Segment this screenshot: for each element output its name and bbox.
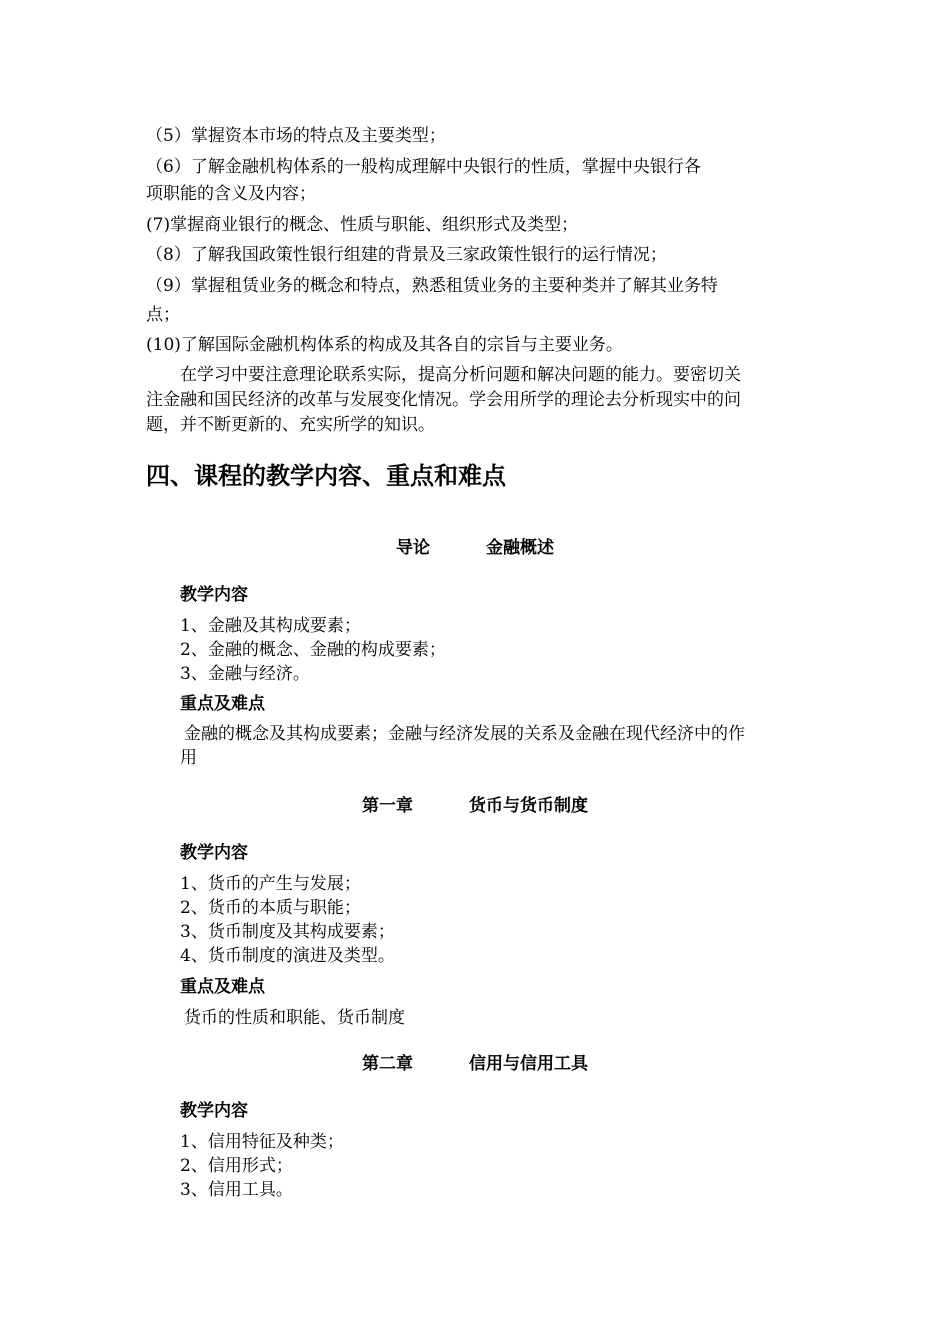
content-label: 教学内容	[180, 843, 248, 863]
content-item: 2、金融的概念、金融的构成要素；	[180, 640, 446, 660]
objective-item: （5）掌握资本市场的特点及主要类型；	[146, 126, 446, 146]
content-item: 1、货币的产生与发展；	[180, 874, 361, 894]
content-item: 1、金融及其构成要素；	[180, 616, 361, 636]
objective-item: （8）了解我国政策性银行组建的背景及三家政策性银行的运行情况；	[146, 245, 667, 265]
section-heading: 四、课程的教学内容、重点和难点	[146, 462, 506, 490]
chapter-title: 货币与货币制度	[469, 796, 588, 816]
content-item: 2、货币的本质与职能；	[180, 898, 361, 918]
key-points-label: 重点及难点	[180, 694, 265, 714]
content-item: 3、金融与经济。	[180, 664, 310, 684]
key-points-line: 货币的性质和职能、货币制度	[184, 1008, 405, 1028]
objective-item-continuation: 点；	[146, 305, 180, 325]
chapter-number: 导论	[396, 538, 430, 558]
chapter-number: 第二章	[362, 1054, 413, 1074]
content-item: 4、货币制度的演进及类型。	[180, 946, 395, 966]
objective-item: （9）掌握租赁业务的概念和特点，熟悉租赁业务的主要种类并了解其业务特	[146, 276, 718, 296]
chapter-heading	[0, 1053, 950, 1075]
content-label: 教学内容	[180, 585, 248, 605]
content-item: 3、货币制度及其构成要素；	[180, 922, 395, 942]
content-item: 2、信用形式；	[180, 1156, 293, 1176]
chapter-heading	[0, 537, 950, 559]
objective-item: （6）了解金融机构体系的一般构成理解中央银行的性质，掌握中央银行各	[146, 157, 701, 177]
objective-item: (7)掌握商业银行的概念、性质与职能、组织形式及类型；	[146, 215, 579, 235]
key-points-line: 用	[180, 748, 197, 768]
key-points-label: 重点及难点	[180, 977, 265, 997]
paragraph-line: 在学习中要注意理论联系实际，提高分析问题和解决问题的能力。要密切关	[180, 365, 741, 385]
chapter-heading	[0, 795, 950, 817]
chapter-number: 第一章	[362, 796, 413, 816]
objective-item: (10)了解国际金融机构体系的构成及其各自的宗旨与主要业务。	[146, 335, 623, 355]
content-label: 教学内容	[180, 1101, 248, 1121]
content-item: 1、信用特征及种类；	[180, 1132, 344, 1152]
chapter-title: 信用与信用工具	[469, 1054, 588, 1074]
key-points-line: 金融的概念及其构成要素；金融与经济发展的关系及金融在现代经济中的作	[184, 724, 745, 744]
content-item: 3、信用工具。	[180, 1180, 293, 1200]
paragraph-line: 注金融和国民经济的改革与发展变化情况。学会用所学的理论去分析现实中的问	[146, 390, 741, 410]
objective-item-continuation: 项职能的含义及内容；	[146, 184, 316, 204]
paragraph-line: 题，并不断更新的、充实所学的知识。	[146, 415, 435, 435]
chapter-title: 金融概述	[486, 538, 554, 558]
